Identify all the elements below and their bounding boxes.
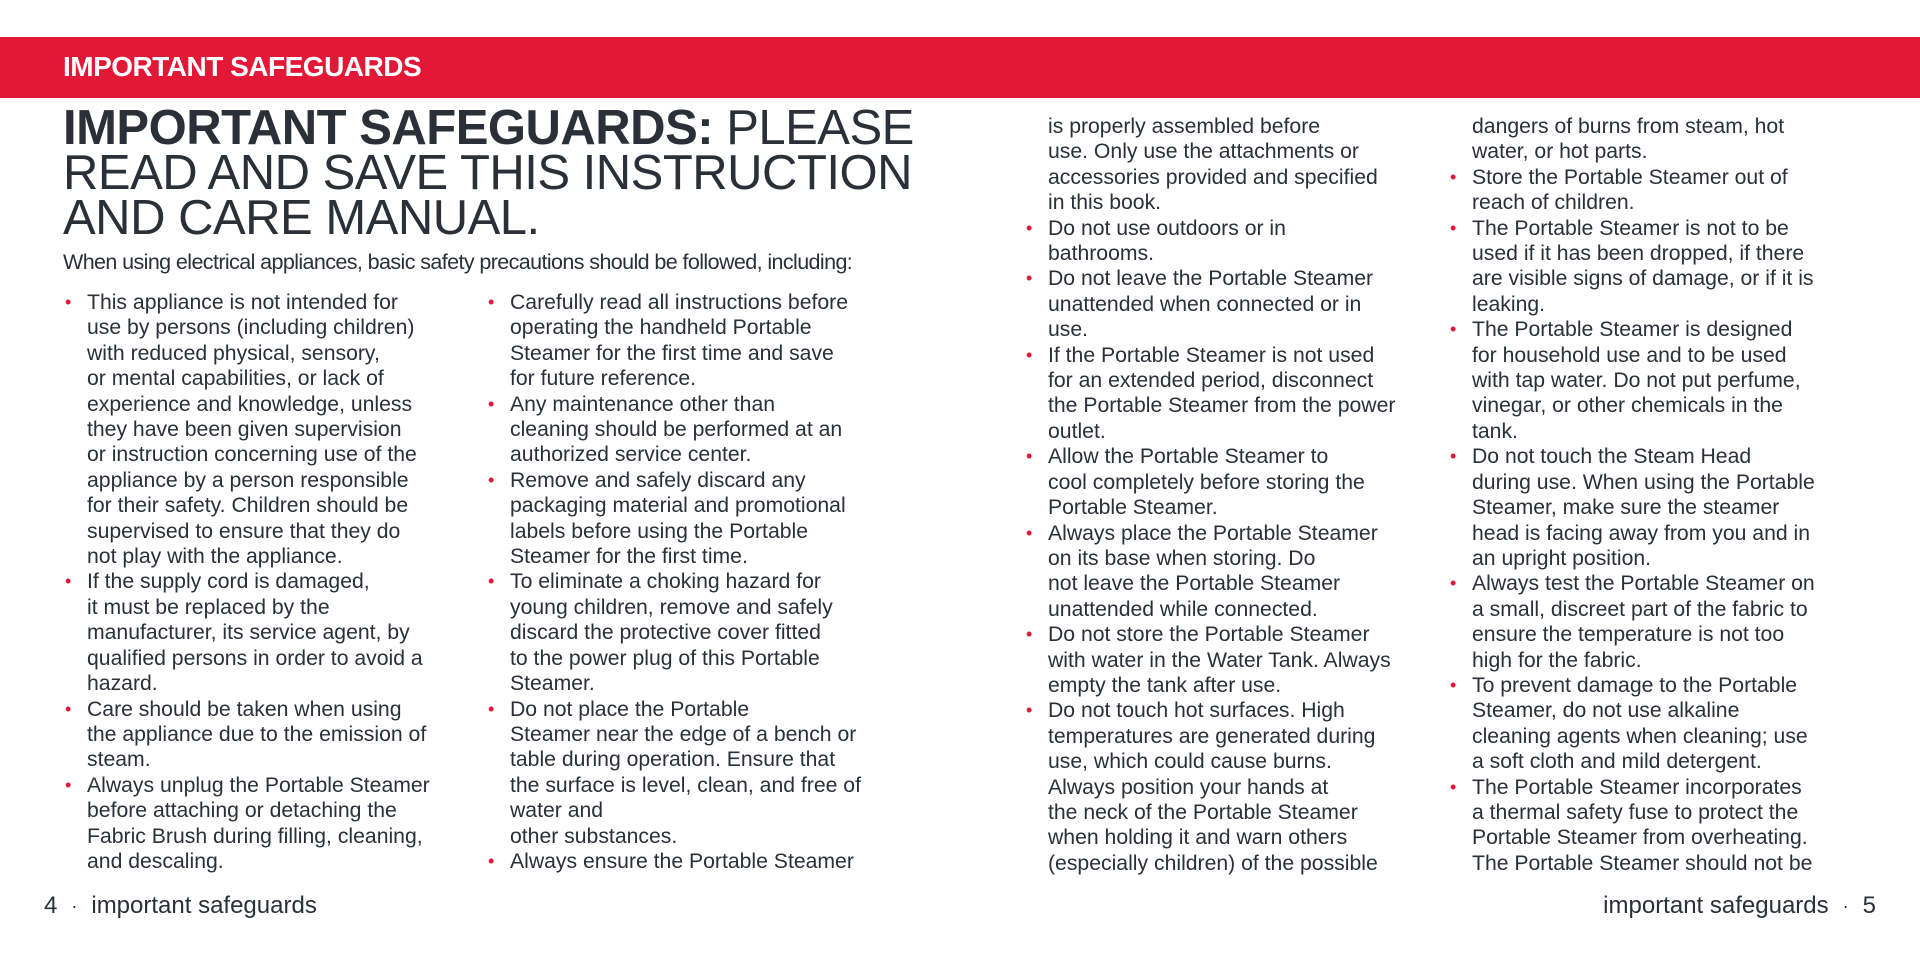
safeguard-line: Do not touch hot surfaces. High	[1048, 699, 1345, 723]
safeguard-line: To eliminate a choking hazard for	[510, 570, 821, 594]
safeguard-line: with water in the Water Tank. Always	[1048, 648, 1391, 672]
safeguard-line: supervised to ensure that they do	[87, 519, 401, 543]
safeguard-line: table during operation. Ensure that	[510, 748, 836, 772]
safeguard-line: are visible signs of damage, or if it is	[1472, 267, 1814, 291]
safeguard-line: Carefully read all instructions before	[510, 291, 848, 314]
safeguard-line: reach of children.	[1472, 191, 1635, 215]
safeguard-item	[1448, 165, 1888, 216]
safeguard-line: Always position your hands at	[1048, 775, 1329, 799]
safeguard-line: with tap water. Do not put perfume,	[1472, 369, 1801, 393]
page-title-strong: IMPORTANT SAFEGUARDS:	[63, 101, 714, 155]
safeguard-line: temperatures are generated during	[1048, 724, 1376, 748]
safeguard-line: the surface is level, clean, and free of	[510, 773, 861, 797]
safeguard-line: the Portable Steamer from the power	[1048, 394, 1396, 418]
safeguard-line: Do not use outdoors or in	[1048, 216, 1286, 240]
safeguard-line: use by persons (including children)	[87, 316, 415, 340]
bullet-icon: •	[65, 698, 72, 719]
safeguard-line: an upright position.	[1472, 546, 1652, 570]
safeguard-line: for their safety. Children should be	[87, 494, 409, 518]
safeguard-list	[63, 290, 493, 874]
safeguard-line: This appliance is not intended for	[87, 291, 398, 314]
column-3	[1024, 114, 1444, 876]
safeguard-line: Do not leave the Portable Steamer	[1048, 267, 1374, 291]
safeguard-line: The Portable Steamer is designed	[1472, 318, 1793, 342]
safeguard-item	[1024, 622, 1444, 698]
safeguard-item	[1448, 444, 1888, 571]
safeguard-line: in this book.	[1048, 191, 1162, 215]
safeguard-line: for household use and to be used	[1472, 343, 1787, 367]
safeguard-line: and descaling.	[87, 849, 224, 873]
safeguard-line: cool completely before storing the	[1048, 470, 1365, 494]
bullet-icon: •	[488, 698, 495, 719]
safeguard-item	[63, 290, 493, 569]
safeguard-line: The Portable Steamer should not be	[1472, 851, 1813, 875]
safeguard-line: Allow the Portable Steamer to	[1048, 445, 1329, 469]
bullet-icon: •	[1026, 217, 1033, 238]
safeguard-list	[1448, 114, 1888, 876]
bullet-icon: •	[1026, 700, 1033, 721]
safeguard-line: before attaching or detaching the	[87, 799, 397, 823]
safeguard-item	[1448, 673, 1888, 775]
page-title-rest: PLEASE READ AND SAVE THIS INSTRUCTION AND CARE MANUAL.	[63, 101, 914, 245]
safeguard-item	[1448, 216, 1888, 318]
safeguard-line: not play with the appliance.	[87, 545, 343, 569]
safeguard-line: unattended when connected or in	[1048, 292, 1362, 316]
safeguard-line: (especially children) of the possible	[1048, 851, 1378, 875]
safeguard-line: when holding it and warn others	[1048, 826, 1348, 850]
bullet-icon: •	[488, 571, 495, 592]
safeguard-line: tank.	[1472, 419, 1518, 443]
safeguard-item	[1024, 266, 1444, 342]
bullet-icon: •	[1450, 674, 1457, 695]
safeguard-list	[486, 290, 916, 874]
safeguard-line: for future reference.	[510, 367, 697, 391]
safeguard-line: Steamer.	[510, 672, 595, 696]
safeguard-line: authorized service center.	[510, 443, 752, 467]
safeguard-item	[486, 697, 916, 849]
bullet-icon: •	[1026, 344, 1033, 365]
safeguard-line: head is facing away from you and in	[1472, 521, 1811, 545]
safeguard-line: Always place the Portable Steamer	[1048, 521, 1378, 545]
footer-separator-right: ·	[1842, 896, 1849, 917]
safeguard-line: Do not place the Portable	[510, 697, 750, 721]
safeguard-line: experience and knowledge, unless	[87, 392, 413, 416]
bullet-icon: •	[65, 571, 72, 592]
safeguard-line: the neck of the Portable Steamer	[1048, 800, 1358, 824]
safeguard-line: If the Portable Steamer is not used	[1048, 343, 1375, 367]
safeguard-line: The Portable Steamer is not to be	[1472, 216, 1789, 240]
safeguard-line: or mental capabilities, or lack of	[87, 367, 384, 391]
safeguard-line: Portable Steamer from overheating.	[1472, 826, 1808, 850]
safeguard-item	[486, 290, 916, 392]
safeguard-line: not leave the Portable Steamer	[1048, 572, 1341, 596]
bullet-icon: •	[1450, 319, 1457, 340]
safeguard-line: Always ensure the Portable Steamer	[510, 849, 854, 873]
safeguard-line: labels before using the Portable	[510, 519, 809, 543]
safeguard-line: bathrooms.	[1048, 242, 1154, 266]
safeguard-line: Always unplug the Portable Steamer	[87, 773, 430, 797]
safeguard-item	[63, 773, 493, 875]
bullet-icon: •	[488, 850, 495, 871]
safeguard-line: hazard.	[87, 672, 158, 696]
safeguard-line: or instruction concerning use of the	[87, 443, 417, 467]
safeguard-line: the appliance due to the emission of	[87, 722, 427, 746]
safeguard-line: operating the handheld Portable	[510, 316, 812, 340]
column-2	[486, 290, 916, 874]
bullet-icon: •	[488, 292, 495, 312]
safeguard-line: steam.	[87, 748, 151, 772]
safeguard-line: Do not store the Portable Steamer	[1048, 623, 1370, 647]
safeguard-line: Portable Steamer.	[1048, 496, 1218, 520]
safeguard-line: use. Only use the attachments or	[1048, 140, 1359, 164]
safeguard-line: used if it has been dropped, if there	[1472, 242, 1805, 266]
footer-right	[1603, 892, 1876, 920]
safeguard-line: during use. When using the Portable	[1472, 470, 1815, 494]
safeguard-line: Steamer near the edge of a bench or	[510, 722, 857, 746]
footer-separator-left: ·	[71, 896, 78, 917]
safeguard-line: To prevent damage to the Portable	[1472, 673, 1798, 697]
safeguard-item	[1024, 698, 1444, 876]
safeguard-line: The Portable Steamer incorporates	[1472, 775, 1802, 799]
safeguard-line: other substances.	[510, 824, 678, 848]
safeguard-line: it must be replaced by the	[87, 595, 330, 619]
safeguard-line: use.	[1048, 318, 1089, 342]
safeguard-line: dangers of burns from steam, hot	[1472, 115, 1785, 138]
safeguard-line: leaking.	[1472, 292, 1546, 316]
safeguard-line: Steamer, make sure the steamer	[1472, 496, 1780, 520]
safeguard-item	[1448, 317, 1888, 444]
bullet-icon: •	[65, 292, 72, 312]
safeguard-item	[1448, 571, 1888, 673]
safeguard-line: cleaning agents when cleaning; use	[1472, 724, 1808, 748]
safeguard-item	[1024, 216, 1444, 267]
safeguard-line: unattended while connected.	[1048, 597, 1318, 621]
safeguard-line: they have been given supervision	[87, 418, 402, 442]
safeguard-line: Fabric Brush during filling, cleaning,	[87, 824, 423, 848]
page-number-left: 4	[44, 892, 58, 919]
safeguard-item	[1024, 114, 1444, 216]
safeguard-item	[63, 569, 493, 696]
safeguard-line: with reduced physical, sensory,	[87, 341, 380, 365]
bullet-icon: •	[1026, 268, 1033, 289]
safeguard-line: cleaning should be performed at an	[510, 418, 843, 442]
bullet-icon: •	[1450, 446, 1457, 467]
safeguard-line: vinegar, or other chemicals in the	[1472, 394, 1783, 418]
safeguard-line: Always test the Portable Steamer on	[1472, 572, 1815, 596]
safeguard-line: to the power plug of this Portable	[510, 646, 820, 670]
safeguard-line: water, or hot parts.	[1472, 140, 1648, 164]
safeguard-line: discard the protective cover fitted	[510, 621, 821, 645]
safeguard-item	[486, 392, 916, 468]
safeguard-line: appliance by a person responsible	[87, 468, 409, 492]
safeguard-line: a small, discreet part of the fabric to	[1472, 597, 1808, 621]
safeguard-line: packaging material and promotional	[510, 494, 846, 518]
safeguard-list	[1024, 114, 1444, 876]
bullet-icon: •	[1026, 522, 1033, 543]
footer-label-left: important safeguards	[91, 892, 317, 919]
footer-left	[44, 892, 317, 920]
safeguard-line: use, which could cause burns.	[1048, 750, 1332, 774]
safeguard-line: accessories provided and specified	[1048, 165, 1378, 189]
safeguard-line: If the supply cord is damaged,	[87, 570, 370, 594]
bullet-icon: •	[488, 469, 495, 490]
page-title	[63, 101, 923, 245]
safeguard-line: young children, remove and safely	[510, 595, 833, 619]
safeguard-line: empty the tank after use.	[1048, 673, 1282, 697]
bullet-icon: •	[1450, 217, 1457, 238]
safeguard-item	[1024, 343, 1444, 445]
bullet-icon: •	[488, 393, 495, 414]
column-4	[1448, 114, 1888, 876]
safeguard-line: Care should be taken when using	[87, 697, 402, 721]
safeguard-item	[486, 849, 916, 874]
safeguard-line: manufacturer, its service agent, by	[87, 621, 410, 645]
intro-text: When using electrical appliances, basic safety precautions should be followed, including:	[63, 250, 853, 274]
safeguard-line: Any maintenance other than	[510, 392, 776, 416]
safeguard-item	[1448, 114, 1888, 165]
safeguard-line: high for the fabric.	[1472, 648, 1642, 672]
safeguard-line: qualified persons in order to avoid a	[87, 646, 423, 670]
column-1	[63, 290, 493, 874]
safeguard-line: water and	[510, 799, 604, 823]
bullet-icon: •	[1026, 624, 1033, 645]
safeguard-line: ensure the temperature is not too	[1472, 623, 1785, 647]
safeguard-line: for an extended period, disconnect	[1048, 369, 1374, 393]
bullet-icon: •	[1450, 166, 1457, 187]
safeguard-line: is properly assembled before	[1048, 115, 1321, 138]
safeguard-line: Steamer for the first time and save	[510, 341, 834, 365]
safeguard-item	[1024, 521, 1444, 623]
bullet-icon: •	[1026, 446, 1033, 467]
footer-label-right: important safeguards	[1603, 892, 1829, 919]
safeguard-line: a thermal safety fuse to protect the	[1472, 800, 1799, 824]
safeguard-item	[486, 569, 916, 696]
header-banner	[0, 37, 1920, 98]
page-number-right: 5	[1862, 892, 1876, 919]
safeguard-line: Store the Portable Steamer out of	[1472, 165, 1788, 189]
safeguard-line: Steamer for the first time.	[510, 545, 748, 569]
safeguard-line: Do not touch the Steam Head	[1472, 445, 1752, 469]
bullet-icon: •	[65, 774, 72, 795]
safeguard-item	[1448, 775, 1888, 877]
safeguard-item	[1024, 444, 1444, 520]
safeguard-line: Remove and safely discard any	[510, 468, 806, 492]
safeguard-line: on its base when storing. Do	[1048, 546, 1316, 570]
safeguard-line: outlet.	[1048, 419, 1106, 443]
safeguard-line: Steamer, do not use alkaline	[1472, 699, 1740, 723]
safeguard-line: a soft cloth and mild detergent.	[1472, 750, 1762, 774]
banner-title: IMPORTANT SAFEGUARDS	[63, 51, 422, 82]
safeguard-item	[63, 697, 493, 773]
safeguard-item	[486, 468, 916, 570]
bullet-icon: •	[1450, 573, 1457, 594]
bullet-icon: •	[1450, 776, 1457, 797]
